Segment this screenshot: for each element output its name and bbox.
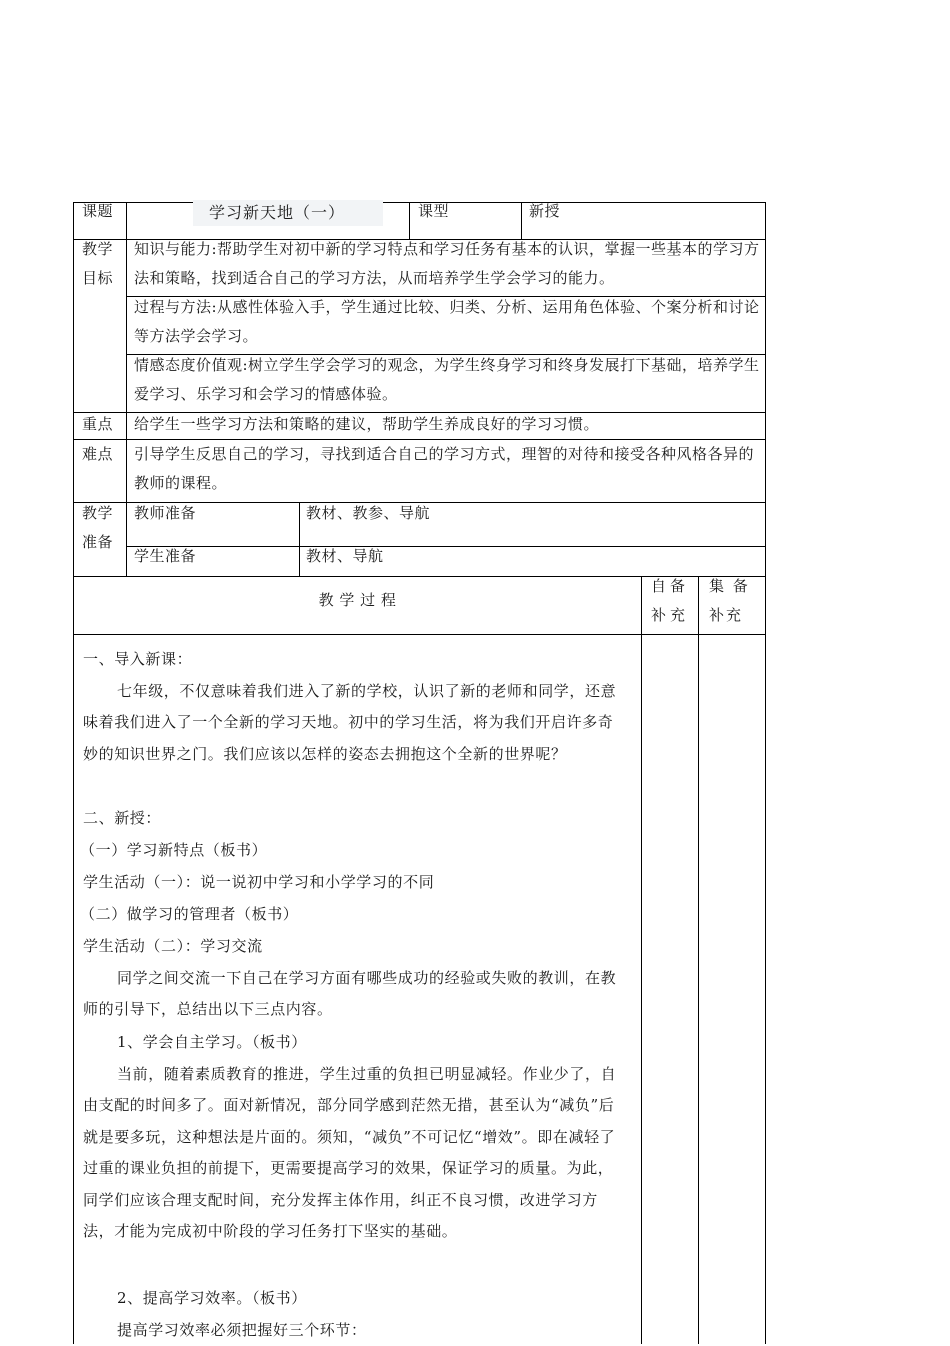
table-divider [698,576,699,1344]
point1-heading: 1、学会自主学习。（板书） [117,1033,307,1051]
teacher-prep-label: 教师准备 [134,504,197,522]
table-divider [73,634,766,635]
difficulty-label: 难点 [82,445,114,463]
part1-heading: （一）学习新特点（板书） [80,841,268,859]
student-prep-label: 学生准备 [134,547,197,565]
point2-text: 提高学习效率必须把握好三个环节： [117,1321,367,1339]
process-title: 教 学 过 程 [318,591,397,609]
table-divider [409,202,410,239]
keypoint-text: 给学生一些学习方法和策略的建议，帮助学生养成良好的学习习惯。 [134,415,600,433]
goal-emotion: 情感态度价值观:树立学生学会学习的观念，为学生终身学习和终身发展打下基础，培养学生爱学习、乐学习和会学习的情感体验。 [134,356,760,403]
group-supplement-header: 集 备 补充 [709,577,750,624]
table-border-left [73,202,74,1344]
table-divider [641,576,642,1344]
table-divider [299,502,300,576]
table-divider [126,546,766,547]
lesson-title: 学习新天地（一） [193,200,383,226]
goal-process: 过程与方法:从感性体验入手，学生通过比较、归类、分析、运用角色体验、个案分析和讨论等方法学会学习。 [134,298,760,345]
table-divider [126,202,127,576]
prep-label: 教学准备 [82,504,114,551]
goals-label: 教学目标 [82,240,114,287]
goal-knowledge: 知识与能力:帮助学生对初中新的学习特点和学习任务有基本的认识，掌握一些基本的学习方法和策略，找到适合自己的学习方法，从而培养学生学会学习的能力。 [134,240,760,287]
table-divider [521,202,522,239]
exchange-text: 同学之间交流一下自己在学习方面有哪些成功的经验或失败的教训，在教师的引导下，总结出以下三点内容。 [83,969,617,1019]
type-value: 新授 [529,202,561,220]
point2-heading: 2、提高学习效率。（板书） [117,1289,307,1307]
section-intro-heading: 一、导入新课： [83,650,193,668]
table-border-right [765,202,766,1344]
point1-text: 当前，随着素质教育的推进，学生过重的负担已明显减轻。作业少了，自由支配的时间多了。面对新情况，部分同学感到茫然无措，甚至认为“减负”后就是要多玩，这种想法是片面的。须知，“减负”不可记忆“增效”。即在减轻了过重的课业负担的前提下，更需要提高学习的效果，保证学习的质量。为此，同学们应该合理支配时间，充分发挥主体作用，纠正不良习惯，改进学习方法，才能为完成初中阶段的学习任务打下坚实的基础。 [83,1065,617,1241]
activity1: 学生活动（一）：说一说初中学习和小学学习的不同 [83,873,435,891]
self-supplement-header: 自备补充 [651,577,690,624]
part2-heading: （二）做学习的管理者（板书） [80,905,299,923]
section-intro-text: 七年级，不仅意味着我们进入了新的学校，认识了新的老师和同学，还意味着我们进入了一个全新的学习天地。初中的学习生活，将为我们开启许多奇妙的知识世界之门。我们应该以怎样的姿态去拥抱这个全新的世界呢？ [83,682,617,763]
student-prep-value: 教材、导航 [306,547,384,565]
type-label: 课型 [418,202,450,220]
section-new-heading: 二、新授： [83,809,162,827]
keypoint-label: 重点 [82,415,114,433]
difficulty-text: 引导学生反思自己的学习，寻找到适合自己的学习方式，理智的对待和接受各种风格各异的教师的课程。 [134,445,755,492]
teacher-prep-value: 教材、教参、导航 [306,504,431,522]
topic-label: 课题 [82,202,114,220]
activity2: 学生活动（二）：学习交流 [83,937,263,955]
